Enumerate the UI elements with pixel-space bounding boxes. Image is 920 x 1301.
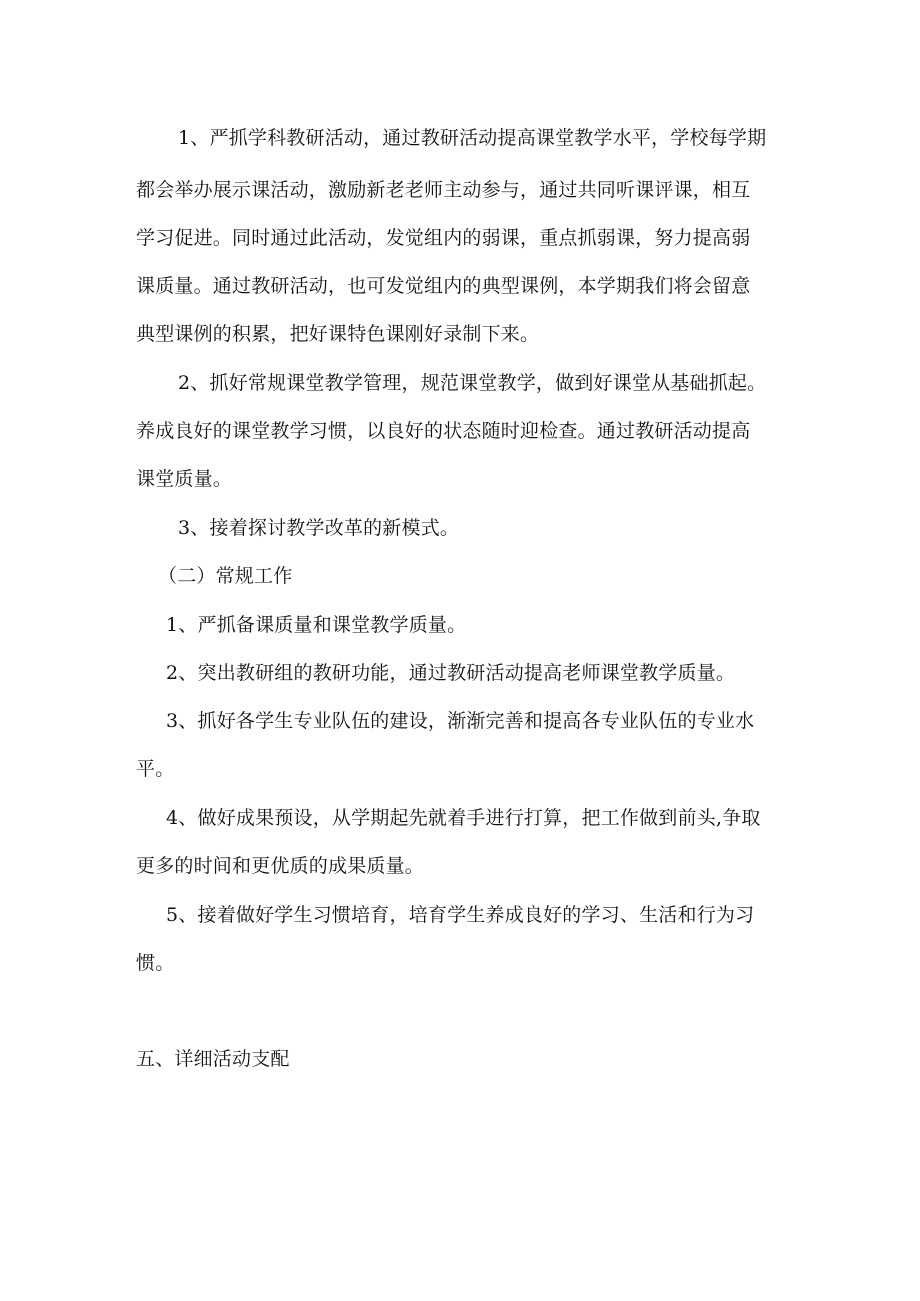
paragraph-2-line-1: 2、抓好常规课堂教学管理，规范课堂教学，做到好课堂从基础抓起。 <box>178 372 767 394</box>
section-heading-five: 五、详细活动支配 <box>136 1048 290 1070</box>
paragraph-1-line-5: 典型课例的积累，把好课特色课刚好录制下来。 <box>136 323 540 345</box>
paragraph-3-line-1: 3、接着探讨教学改革的新模式。 <box>178 517 460 539</box>
routine-item-4-line-1: 4、做好成果预设，从学期起先就着手进行打算，把工作做到前头,争取 <box>166 807 761 829</box>
paragraph-2-line-3: 课堂质量。 <box>136 468 233 490</box>
paragraph-1-line-1: 1、严抓学科教研活动，通过教研活动提高课堂教学水平，学校每学期 <box>178 127 767 149</box>
routine-item-4-line-2: 更多的时间和更优质的成果质量。 <box>136 855 425 877</box>
paragraph-1-line-4: 课质量。通过教研活动，也可发觉组内的典型课例，本学期我们将会留意 <box>136 275 751 297</box>
routine-item-3-line-1: 3、抓好各学生专业队伍的建设，渐渐完善和提高各专业队伍的专业水 <box>166 710 755 732</box>
routine-item-5-line-2: 惯。 <box>136 952 175 974</box>
paragraph-1-line-2: 都会举办展示课活动，激励新老老师主动参与，通过共同听课评课，相互 <box>136 179 751 201</box>
section-heading-routine-work: （二）常规工作 <box>158 565 293 587</box>
routine-item-3-line-2: 平。 <box>136 758 175 780</box>
routine-item-5-line-1: 5、接着做好学生习惯培育，培育学生养成良好的学习、生活和行为习 <box>166 904 755 926</box>
routine-item-2-line-1: 2、突出教研组的教研功能，通过教研活动提高老师课堂教学质量。 <box>166 662 736 684</box>
paragraph-2-line-2: 养成良好的课堂教学习惯，以良好的状态随时迎检查。通过教研活动提高 <box>136 420 751 442</box>
routine-item-1-line-1: 1、严抓备课质量和课堂教学质量。 <box>166 614 467 636</box>
paragraph-1-line-3: 学习促进。同时通过此活动，发觉组内的弱课，重点抓弱课，努力提高弱 <box>136 227 751 249</box>
